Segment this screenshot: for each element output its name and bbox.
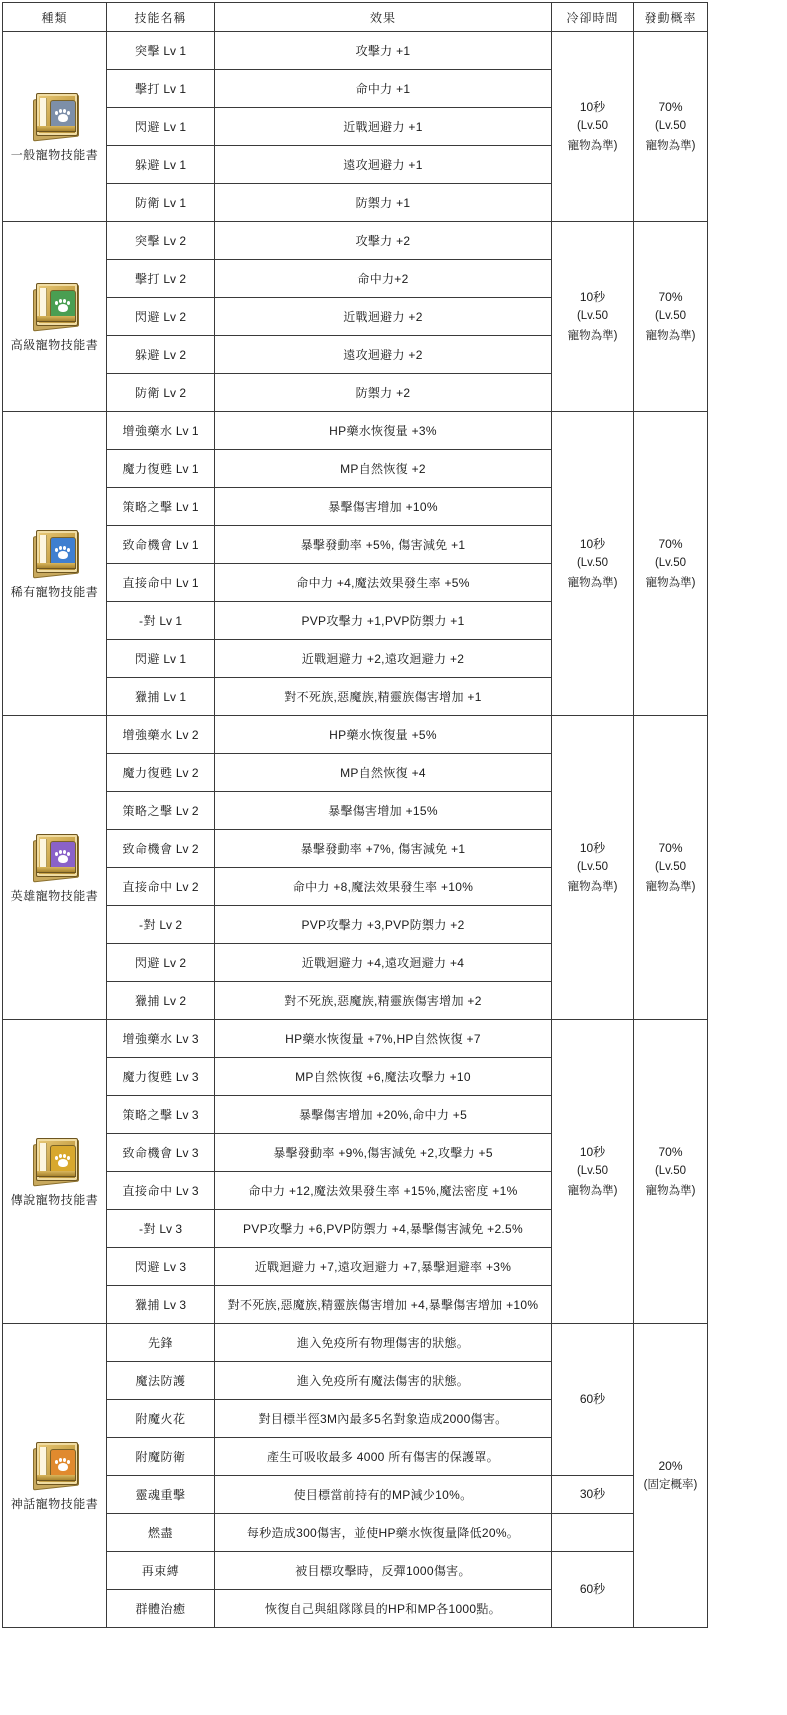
skill-effect-cell: 暴擊傷害增加 +10%: [215, 488, 552, 526]
cooldown-sub1: (Lv.50: [576, 861, 609, 874]
pet-skill-book-icon: [29, 1439, 81, 1489]
rate-cell: [634, 412, 708, 716]
skill-name-text: 策略之擊: [122, 500, 173, 514]
table-row: [3, 1324, 708, 1362]
skill-level-text: Lv 3: [160, 1260, 187, 1274]
skill-name-text: 增強藥水: [122, 424, 173, 438]
skill-book-kind-cell: [3, 1020, 107, 1324]
table-row: [3, 32, 708, 70]
skill-level-text: Lv 3: [160, 1298, 187, 1312]
rate-sub2: 寵物為準): [645, 1184, 696, 1197]
rate-cell: [634, 1020, 708, 1324]
cooldown-sub1: (Lv.50: [576, 1165, 609, 1178]
rate-sub1: (固定概率): [643, 1478, 698, 1491]
skill-name-text: 靈魂重擊: [135, 1488, 186, 1502]
rate-sub2: 寵物為準): [645, 576, 696, 589]
skill-effect-cell: 對目標半徑3M內最多5名對象造成2000傷害。: [215, 1400, 552, 1438]
skill-name-text: 燃盡: [147, 1526, 173, 1540]
skill-name-cell: [107, 374, 215, 412]
skill-name-text: 魔力復甦: [122, 462, 173, 476]
skill-name-text: 先鋒: [147, 1336, 173, 1350]
skill-name-cell: [107, 1324, 215, 1362]
table-body: [3, 32, 708, 1628]
cooldown-cell: [552, 412, 634, 716]
cooldown-sub2: 寵物為準): [567, 329, 618, 342]
skill-level-text: Lv 2: [172, 766, 199, 780]
skill-effect-cell: HP藥水恢復量 +5%: [215, 716, 552, 754]
cooldown-sub2: 寵物為準): [567, 1184, 618, 1197]
table-row: [3, 412, 708, 450]
skill-name-text: 閃避: [134, 120, 160, 134]
skill-level-text: Lv 3: [155, 1222, 182, 1236]
skill-name-text: 突擊: [134, 234, 160, 248]
cooldown-cell: 60秒: [552, 1324, 634, 1476]
skill-level-text: Lv 3: [172, 1032, 199, 1046]
cooldown-sub1: (Lv.50: [576, 310, 609, 323]
skill-effect-cell: 命中力+2: [215, 260, 552, 298]
skill-name-cell: [107, 1590, 215, 1628]
cooldown-sub2: 寵物為準): [567, 139, 618, 152]
skill-effect-cell: MP自然恢復 +4: [215, 754, 552, 792]
skill-name-cell: [107, 830, 215, 868]
skill-book-kind-label: 英雄寵物技能書: [10, 889, 99, 903]
skill-effect-cell: 對不死族,惡魔族,精靈族傷害增加 +2: [215, 982, 552, 1020]
skill-book-kind-label: 一般寵物技能書: [10, 148, 99, 162]
skill-name-text: 躲避: [134, 348, 160, 362]
skill-name-cell: [107, 1514, 215, 1552]
skill-effect-cell: 近戰迴避力 +2,遠攻迴避力 +2: [215, 640, 552, 678]
table-row: [3, 1514, 708, 1552]
skill-name-cell: [107, 602, 215, 640]
rate-main: 20%: [658, 1458, 683, 1473]
skill-effect-cell: 暴擊發動率 +9%,傷害減免 +2,攻擊力 +5: [215, 1134, 552, 1172]
skill-effect-cell: 防禦力 +2: [215, 374, 552, 412]
rate-main: 70%: [658, 99, 683, 114]
skill-level-text: Lv 2: [172, 728, 199, 742]
skill-effect-cell: PVP攻擊力 +6,PVP防禦力 +4,暴擊傷害減免 +2.5%: [215, 1210, 552, 1248]
table-row: [3, 1552, 708, 1590]
cooldown-main: 10秒: [579, 840, 606, 855]
skill-effect-cell: 遠攻迴避力 +1: [215, 146, 552, 184]
skill-name-text: 附魔火花: [135, 1412, 186, 1426]
skill-name-text: 閃避: [134, 310, 160, 324]
skill-effect-cell: 近戰迴避力 +2: [215, 298, 552, 336]
skill-effect-cell: 產生可吸收最多 4000 所有傷害的保護罩。: [215, 1438, 552, 1476]
skill-effect-cell: 暴擊傷害增加 +15%: [215, 792, 552, 830]
skill-name-text: 魔法防護: [135, 1374, 186, 1388]
cooldown-sub1: (Lv.50: [576, 557, 609, 570]
skill-name-cell: [107, 1362, 215, 1400]
skill-effect-cell: 防禦力 +1: [215, 184, 552, 222]
header-effect: 效果: [215, 3, 552, 32]
skill-name-text: 直接命中: [122, 576, 173, 590]
cooldown-cell: [552, 1020, 634, 1324]
skill-name-cell: [107, 184, 215, 222]
skill-book-kind-label: 高級寵物技能書: [10, 338, 99, 352]
cooldown-cell: [552, 222, 634, 412]
rate-sub1: (Lv.50: [654, 861, 687, 874]
skill-effect-cell: 攻擊力 +1: [215, 32, 552, 70]
skill-name-text: -對: [138, 614, 156, 628]
cooldown-cell: [552, 1514, 634, 1552]
skill-effect-cell: 遠攻迴避力 +2: [215, 336, 552, 374]
cooldown-cell: [552, 32, 634, 222]
skill-book-kind-label: 神話寵物技能書: [10, 1497, 99, 1511]
skill-name-cell: [107, 32, 215, 70]
skill-name-text: -對: [138, 1222, 156, 1236]
skill-name-text: 增強藥水: [122, 1032, 173, 1046]
skill-name-cell: [107, 1438, 215, 1476]
cooldown-main: 10秒: [579, 536, 606, 551]
skill-book-kind-label: 稀有寵物技能書: [10, 585, 99, 599]
cooldown-sub2: 寵物為準): [567, 880, 618, 893]
skill-name-cell: [107, 70, 215, 108]
skill-name-text: 致命機會: [122, 538, 173, 552]
skill-level-text: Lv 2: [160, 234, 187, 248]
cooldown-cell: 60秒: [552, 1552, 634, 1628]
rate-sub1: (Lv.50: [654, 557, 687, 570]
skill-level-text: Lv 1: [160, 120, 187, 134]
skill-effect-cell: 進入免疫所有物理傷害的狀態。: [215, 1324, 552, 1362]
skill-name-cell: [107, 526, 215, 564]
skill-name-cell: [107, 1096, 215, 1134]
skill-level-text: Lv 3: [172, 1108, 199, 1122]
pet-skill-book-icon: [29, 90, 81, 140]
skill-effect-cell: MP自然恢復 +2: [215, 450, 552, 488]
skill-name-text: 致命機會: [122, 842, 173, 856]
skill-name-text: 獵捕: [134, 994, 160, 1008]
skill-name-cell: [107, 146, 215, 184]
rate-sub1: (Lv.50: [654, 1165, 687, 1178]
skill-level-text: Lv 3: [172, 1184, 199, 1198]
skill-name-cell: [107, 1172, 215, 1210]
skill-name-text: 增強藥水: [122, 728, 173, 742]
pet-skill-book-icon: [29, 280, 81, 330]
pet-skill-book-icon: [29, 527, 81, 577]
skill-level-text: Lv 1: [160, 82, 187, 96]
skill-effect-cell: 命中力 +8,魔法效果發生率 +10%: [215, 868, 552, 906]
skill-book-kind-cell: [3, 716, 107, 1020]
skill-level-text: Lv 3: [172, 1146, 199, 1160]
skill-level-text: Lv 2: [160, 386, 187, 400]
rate-cell: [634, 32, 708, 222]
pet-skill-table: [2, 2, 708, 1628]
skill-name-text: 閃避: [134, 1260, 160, 1274]
skill-level-text: Lv 2: [160, 994, 187, 1008]
skill-name-text: 擊打: [134, 272, 160, 286]
skill-effect-cell: 進入免疫所有魔法傷害的狀態。: [215, 1362, 552, 1400]
skill-name-cell: [107, 1400, 215, 1438]
skill-effect-cell: HP藥水恢復量 +7%,HP自然恢復 +7: [215, 1020, 552, 1058]
skill-name-cell: [107, 336, 215, 374]
skill-effect-cell: 暴擊傷害增加 +20%,命中力 +5: [215, 1096, 552, 1134]
skill-level-text: Lv 1: [160, 158, 187, 172]
rate-sub2: 寵物為準): [645, 880, 696, 893]
skill-name-text: 防衛: [134, 386, 160, 400]
skill-effect-cell: PVP攻擊力 +3,PVP防禦力 +2: [215, 906, 552, 944]
skill-level-text: Lv 2: [172, 842, 199, 856]
skill-name-text: 魔力復甦: [122, 1070, 173, 1084]
rate-main: 70%: [658, 536, 683, 551]
table-row: [3, 222, 708, 260]
skill-name-cell: [107, 716, 215, 754]
skill-name-text: 閃避: [134, 652, 160, 666]
skill-level-text: Lv 1: [160, 652, 187, 666]
skill-level-text: Lv 2: [160, 272, 187, 286]
skill-name-text: 群體治癒: [135, 1602, 186, 1616]
rate-sub2: 寵物為準): [645, 329, 696, 342]
skill-name-cell: [107, 1286, 215, 1324]
skill-level-text: Lv 2: [160, 348, 187, 362]
skill-level-text: Lv 1: [160, 690, 187, 704]
skill-name-text: -對: [138, 918, 156, 932]
skill-effect-cell: 恢復自己與組隊隊員的HP和MP各1000點。: [215, 1590, 552, 1628]
skill-level-text: Lv 1: [172, 576, 199, 590]
skill-effect-cell: 命中力 +1: [215, 70, 552, 108]
skill-book-kind-cell: [3, 1324, 107, 1628]
skill-effect-cell: 近戰迴避力 +1: [215, 108, 552, 146]
skill-effect-cell: HP藥水恢復量 +3%: [215, 412, 552, 450]
skill-level-text: Lv 1: [160, 44, 187, 58]
skill-name-cell: [107, 108, 215, 146]
skill-name-text: 魔力復甦: [122, 766, 173, 780]
skill-effect-cell: 命中力 +12,魔法效果發生率 +15%,魔法密度 +1%: [215, 1172, 552, 1210]
skill-name-text: 防衛: [134, 196, 160, 210]
skill-name-text: 直接命中: [122, 1184, 173, 1198]
skill-name-text: 附魔防衛: [135, 1450, 186, 1464]
skill-level-text: Lv 1: [172, 462, 199, 476]
skill-name-cell: [107, 1058, 215, 1096]
cooldown-cell: [552, 716, 634, 1020]
table-row: [3, 1020, 708, 1058]
skill-name-text: 策略之擊: [122, 804, 173, 818]
header-kind: 種類: [3, 3, 107, 32]
skill-name-text: 再束縛: [141, 1564, 180, 1578]
skill-level-text: Lv 2: [160, 310, 187, 324]
skill-effect-cell: 暴擊發動率 +7%, 傷害減免 +1: [215, 830, 552, 868]
skill-name-cell: [107, 1552, 215, 1590]
skill-effect-cell: 暴擊發動率 +5%, 傷害減免 +1: [215, 526, 552, 564]
cooldown-sub1: (Lv.50: [576, 120, 609, 133]
skill-level-text: Lv 2: [160, 956, 187, 970]
skill-name-cell: [107, 792, 215, 830]
skill-name-text: 突擊: [134, 44, 160, 58]
skill-level-text: Lv 1: [160, 196, 187, 210]
skill-level-text: Lv 2: [155, 918, 182, 932]
skill-book-kind-label: 傳說寵物技能書: [10, 1193, 99, 1207]
skill-name-cell: [107, 868, 215, 906]
rate-sub1: (Lv.50: [654, 120, 687, 133]
skill-name-text: 策略之擊: [122, 1108, 173, 1122]
skill-level-text: Lv 1: [155, 614, 182, 628]
skill-effect-cell: 攻擊力 +2: [215, 222, 552, 260]
skill-effect-cell: 被目標攻擊時，反彈1000傷害。: [215, 1552, 552, 1590]
skill-name-cell: [107, 412, 215, 450]
rate-sub1: (Lv.50: [654, 310, 687, 323]
skill-name-cell: [107, 1020, 215, 1058]
header-skill-name: 技能名稱: [107, 3, 215, 32]
skill-name-text: 獵捕: [134, 1298, 160, 1312]
skill-level-text: Lv 1: [172, 538, 199, 552]
skill-name-text: 閃避: [134, 956, 160, 970]
skill-effect-cell: 每秒造成300傷害，並使HP藥水恢復量降低20%。: [215, 1514, 552, 1552]
skill-name-text: 躲避: [134, 158, 160, 172]
skill-name-text: 直接命中: [122, 880, 173, 894]
table-row: [3, 716, 708, 754]
skill-effect-cell: 近戰迴避力 +7,遠攻迴避力 +7,暴擊迴避率 +3%: [215, 1248, 552, 1286]
table-row: [3, 1476, 708, 1514]
rate-cell: [634, 716, 708, 1020]
skill-level-text: Lv 3: [172, 1070, 199, 1084]
skill-level-text: Lv 2: [172, 804, 199, 818]
skill-effect-cell: 命中力 +4,魔法效果發生率 +5%: [215, 564, 552, 602]
header-cooldown: 冷卻時間: [552, 3, 634, 32]
table-header-row: [3, 3, 708, 32]
skill-book-kind-cell: [3, 32, 107, 222]
rate-sub2: 寵物為準): [645, 139, 696, 152]
rate-cell: [634, 222, 708, 412]
skill-name-cell: [107, 450, 215, 488]
skill-name-cell: [107, 1134, 215, 1172]
skill-name-cell: [107, 1248, 215, 1286]
skill-book-kind-cell: [3, 222, 107, 412]
skill-name-cell: [107, 944, 215, 982]
skill-effect-cell: 對不死族,惡魔族,精靈族傷害增加 +4,暴擊傷害增加 +10%: [215, 1286, 552, 1324]
cooldown-main: 10秒: [579, 99, 606, 114]
pet-skill-book-icon: [29, 831, 81, 881]
skill-name-cell: [107, 564, 215, 602]
rate-main: 70%: [658, 1144, 683, 1159]
cooldown-sub2: 寵物為準): [567, 576, 618, 589]
cooldown-main: 10秒: [579, 1144, 606, 1159]
skill-name-cell: [107, 298, 215, 336]
rate-main: 70%: [658, 289, 683, 304]
skill-level-text: Lv 2: [172, 880, 199, 894]
skill-effect-cell: 近戰迴避力 +4,遠攻迴避力 +4: [215, 944, 552, 982]
skill-effect-cell: PVP攻擊力 +1,PVP防禦力 +1: [215, 602, 552, 640]
skill-name-text: 擊打: [134, 82, 160, 96]
skill-effect-cell: 對不死族,惡魔族,精靈族傷害增加 +1: [215, 678, 552, 716]
header-rate: 發動概率: [634, 3, 708, 32]
skill-name-cell: [107, 906, 215, 944]
skill-name-cell: [107, 754, 215, 792]
rate-main: 70%: [658, 840, 683, 855]
skill-name-cell: [107, 488, 215, 526]
skill-effect-cell: MP自然恢復 +6,魔法攻擊力 +10: [215, 1058, 552, 1096]
skill-name-cell: [107, 1210, 215, 1248]
skill-name-cell: [107, 260, 215, 298]
rate-cell: [634, 1324, 708, 1628]
skill-name-cell: [107, 678, 215, 716]
skill-name-cell: [107, 222, 215, 260]
skill-level-text: Lv 1: [172, 424, 199, 438]
pet-skill-book-icon: [29, 1135, 81, 1185]
skill-book-kind-cell: [3, 412, 107, 716]
skill-name-text: 獵捕: [134, 690, 160, 704]
cooldown-main: 10秒: [579, 289, 606, 304]
skill-name-cell: [107, 1476, 215, 1514]
skill-name-text: 致命機會: [122, 1146, 173, 1160]
skill-name-cell: [107, 982, 215, 1020]
cooldown-cell: 30秒: [552, 1476, 634, 1514]
skill-name-cell: [107, 640, 215, 678]
skill-level-text: Lv 1: [172, 500, 199, 514]
skill-effect-cell: 使目標當前持有的MP減少10%。: [215, 1476, 552, 1514]
